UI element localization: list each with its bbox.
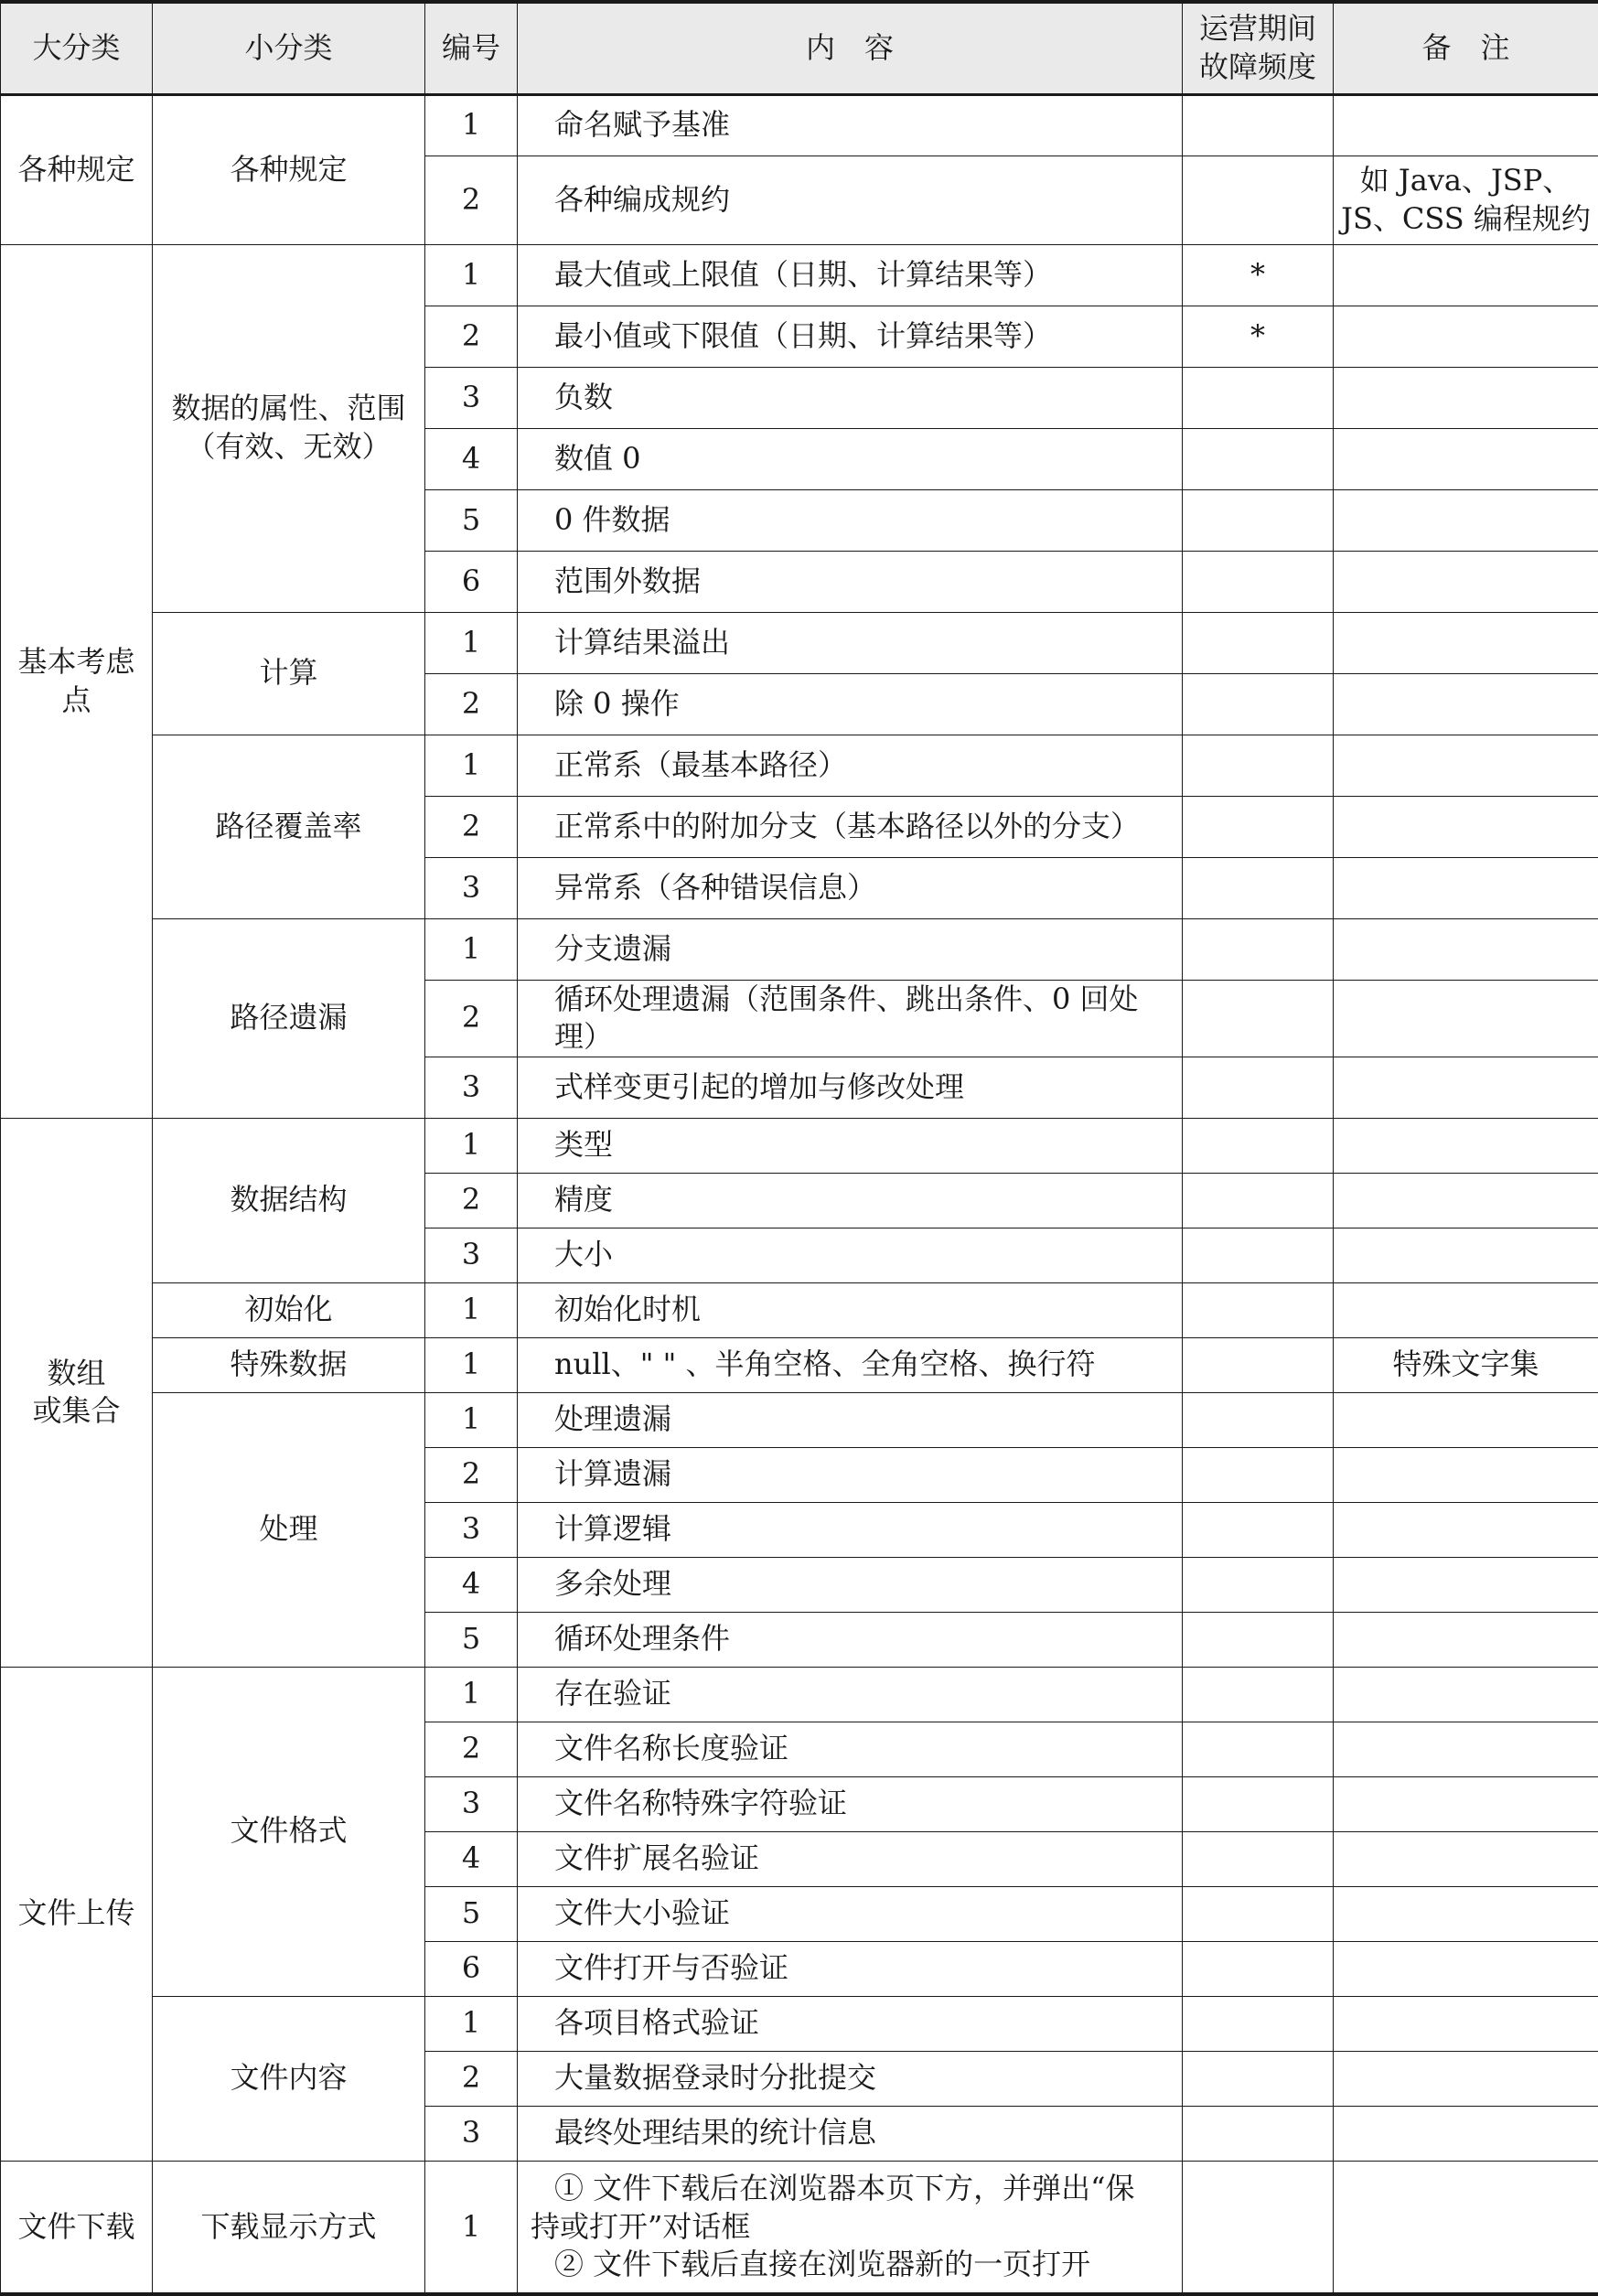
row-number: 2 [425,980,518,1057]
row-note [1334,1941,1598,1996]
row-content: 命名赋予基准 [518,94,1183,156]
row-frequency [1183,796,1334,857]
row-note [1334,1057,1598,1118]
table-row [1,1996,1598,2051]
row-content: 初始化时机 [518,1282,1183,1337]
row-frequency [1183,857,1334,918]
row-frequency [1183,673,1334,735]
row-number: 2 [425,306,518,367]
subcategory-line1: 数据的属性、范围 [158,390,419,428]
row-note [1334,367,1598,428]
row-content: 正常系（最基本路径） [518,735,1183,796]
row-content: 各项目格式验证 [518,1996,1183,2051]
row-frequency [1183,1612,1334,1667]
row-content: 计算遗漏 [518,1447,1183,1502]
row-note [1334,1447,1598,1502]
row-frequency [1183,489,1334,551]
row-frequency [1183,612,1334,673]
row-content: 计算结果溢出 [518,612,1183,673]
row-number: 1 [425,1392,518,1447]
category-cell: 各种规定 [1,94,153,244]
row-content: 各种编成规约 [518,156,1183,244]
row-note [1334,489,1598,551]
row-note [1334,306,1598,367]
row-frequency [1183,367,1334,428]
row-content-line2: 持或打开”对话框 [531,2208,1169,2247]
row-frequency [1183,428,1334,489]
row-content: 多余处理 [518,1557,1183,1612]
subcategory-cell: 文件格式 [153,1667,425,1996]
header-frequency-line1: 运营期间 [1188,10,1327,48]
row-number: 3 [425,2106,518,2161]
row-number: 3 [425,1228,518,1282]
row-note [1334,1557,1598,1612]
row-number: 1 [425,94,518,156]
row-note [1334,1282,1598,1337]
row-frequency [1183,1776,1334,1831]
row-frequency [1183,1173,1334,1228]
row-note [1334,2106,1598,2161]
row-frequency [1183,1886,1334,1941]
category-line1: 数组 [6,1355,146,1393]
row-content: 大量数据登录时分批提交 [518,2051,1183,2106]
row-number: 1 [425,1996,518,2051]
row-number: 1 [425,244,518,306]
row-note [1334,244,1598,306]
row-note-line1: 如 Java、JSP、 [1339,162,1593,200]
row-frequency [1183,1502,1334,1557]
row-content: null、" " 、半角空格、全角空格、换行符 [518,1337,1183,1392]
table-row [1,94,1598,156]
row-number: 5 [425,489,518,551]
row-number: 1 [425,1667,518,1722]
row-frequency [1183,1996,1334,2051]
row-content: 最终处理结果的统计信息 [518,2106,1183,2161]
row-number: 3 [425,367,518,428]
row-content-line1: ① 文件下载后在浏览器本页下方，并弹出“保 [531,2170,1169,2208]
subcategory-cell [153,244,425,612]
row-note [1334,1118,1598,1173]
row-number: 2 [425,1722,518,1776]
row-note: 特殊文字集 [1334,1337,1598,1392]
subcategory-cell: 各种规定 [153,94,425,244]
row-content: 处理遗漏 [518,1392,1183,1447]
header-category: 大分类 [1,2,153,94]
subcategory-cell: 文件内容 [153,1996,425,2161]
table-row [1,1392,1598,1447]
row-note-line2: JS、CSS 编程规约 [1339,200,1593,239]
row-content: 文件扩展名验证 [518,1831,1183,1886]
row-number: 1 [425,1282,518,1337]
row-note [1334,980,1598,1057]
row-frequency [1183,1831,1334,1886]
row-content: 精度 [518,1173,1183,1228]
row-content: 循环处理遗漏（范围条件、跳出条件、0 回处理） [518,980,1183,1057]
row-note [1334,1667,1598,1722]
row-number: 1 [425,918,518,980]
row-content: 分支遗漏 [518,918,1183,980]
row-number: 3 [425,1057,518,1118]
header-subcategory: 小分类 [153,2,425,94]
row-number: 2 [425,156,518,244]
row-number: 2 [425,1173,518,1228]
subcategory-cell: 路径遗漏 [153,918,425,1118]
row-note [1334,857,1598,918]
row-frequency [1183,1392,1334,1447]
row-content: 范围外数据 [518,551,1183,612]
row-number: 4 [425,1831,518,1886]
row-frequency [1183,1282,1334,1337]
row-content: 类型 [518,1118,1183,1173]
row-note [1334,918,1598,980]
category-line2: 或集合 [6,1392,146,1431]
category-cell: 文件上传 [1,1667,153,2161]
row-number: 2 [425,1447,518,1502]
subcategory-cell: 计算 [153,612,425,735]
row-note [1334,156,1598,244]
row-content: 存在验证 [518,1667,1183,1722]
row-note [1334,1228,1598,1282]
table-row [1,2161,1598,2294]
row-number: 2 [425,796,518,857]
row-frequency [1183,918,1334,980]
row-number: 5 [425,1886,518,1941]
row-note [1334,796,1598,857]
row-frequency [1183,2161,1334,2294]
row-frequency [1183,1447,1334,1502]
row-note [1334,551,1598,612]
subcategory-cell: 下载显示方式 [153,2161,425,2294]
row-content: 最大值或上限值（日期、计算结果等） [518,244,1183,306]
row-frequency [1183,1941,1334,1996]
row-frequency: * [1183,244,1334,306]
row-number: 2 [425,673,518,735]
subcategory-cell: 处理 [153,1392,425,1667]
row-content: 除 0 操作 [518,673,1183,735]
row-note [1334,612,1598,673]
row-content: 负数 [518,367,1183,428]
row-frequency [1183,1667,1334,1722]
row-note [1334,1722,1598,1776]
row-frequency [1183,1057,1334,1118]
row-frequency: * [1183,306,1334,367]
row-frequency [1183,1557,1334,1612]
header-frequency-line2: 故障频度 [1188,48,1327,87]
subcategory-line2: （有效、无效） [158,428,419,467]
table-row [1,1118,1598,1173]
row-number: 1 [425,2161,518,2294]
row-content: 最小值或下限值（日期、计算结果等） [518,306,1183,367]
row-note [1334,2161,1598,2294]
row-frequency [1183,551,1334,612]
row-number: 3 [425,1776,518,1831]
row-number: 1 [425,1337,518,1392]
row-frequency [1183,2051,1334,2106]
row-number: 6 [425,551,518,612]
row-frequency [1183,156,1334,244]
table-row [1,1667,1598,1722]
row-content: 数值 0 [518,428,1183,489]
row-number: 4 [425,1557,518,1612]
row-note [1334,1173,1598,1228]
header-frequency [1183,2,1334,94]
row-note [1334,94,1598,156]
row-content: 正常系中的附加分支（基本路径以外的分支） [518,796,1183,857]
row-note [1334,2051,1598,2106]
row-frequency [1183,94,1334,156]
header-number: 编号 [425,2,518,94]
table-row [1,1337,1598,1392]
row-content [518,2161,1183,2294]
subcategory-cell: 特殊数据 [153,1337,425,1392]
row-content: 文件打开与否验证 [518,1941,1183,1996]
row-content: 式样变更引起的增加与修改处理 [518,1057,1183,1118]
row-number: 3 [425,857,518,918]
subcategory-cell: 初始化 [153,1282,425,1337]
row-number: 6 [425,1941,518,1996]
row-frequency [1183,1337,1334,1392]
row-number: 1 [425,1118,518,1173]
row-note [1334,1996,1598,2051]
row-frequency [1183,735,1334,796]
header-row [1,2,1598,94]
row-note [1334,673,1598,735]
row-number: 3 [425,1502,518,1557]
row-note [1334,1612,1598,1667]
row-number: 1 [425,612,518,673]
row-content: 循环处理条件 [518,1612,1183,1667]
table-row [1,1282,1598,1337]
category-cell: 基本考虑点 [1,244,153,1118]
row-content: 计算逻辑 [518,1502,1183,1557]
row-note [1334,1776,1598,1831]
subcategory-cell: 数据结构 [153,1118,425,1282]
row-frequency [1183,1118,1334,1173]
row-content: 大小 [518,1228,1183,1282]
row-frequency [1183,2106,1334,2161]
table-row [1,735,1598,796]
row-content: 异常系（各种错误信息） [518,857,1183,918]
row-note [1334,1502,1598,1557]
row-note [1334,428,1598,489]
row-note [1334,1392,1598,1447]
row-number: 4 [425,428,518,489]
category-cell: 文件下载 [1,2161,153,2294]
row-note [1334,1831,1598,1886]
subcategory-cell: 路径覆盖率 [153,735,425,918]
row-number: 1 [425,735,518,796]
row-content-line3: ② 文件下载后直接在浏览器新的一页打开 [531,2246,1169,2284]
header-note: 备 注 [1334,2,1598,94]
row-frequency [1183,1228,1334,1282]
category-cell [1,1118,153,1667]
table-row [1,918,1598,980]
row-content: 文件名称特殊字符验证 [518,1776,1183,1831]
row-content: 文件名称长度验证 [518,1722,1183,1776]
header-content: 内 容 [518,2,1183,94]
row-number: 2 [425,2051,518,2106]
row-content: 文件大小验证 [518,1886,1183,1941]
row-note [1334,1886,1598,1941]
row-number: 5 [425,1612,518,1667]
table-row [1,612,1598,673]
row-content: 0 件数据 [518,489,1183,551]
row-frequency [1183,1722,1334,1776]
row-frequency [1183,980,1334,1057]
row-note [1334,735,1598,796]
table-row [1,244,1598,306]
